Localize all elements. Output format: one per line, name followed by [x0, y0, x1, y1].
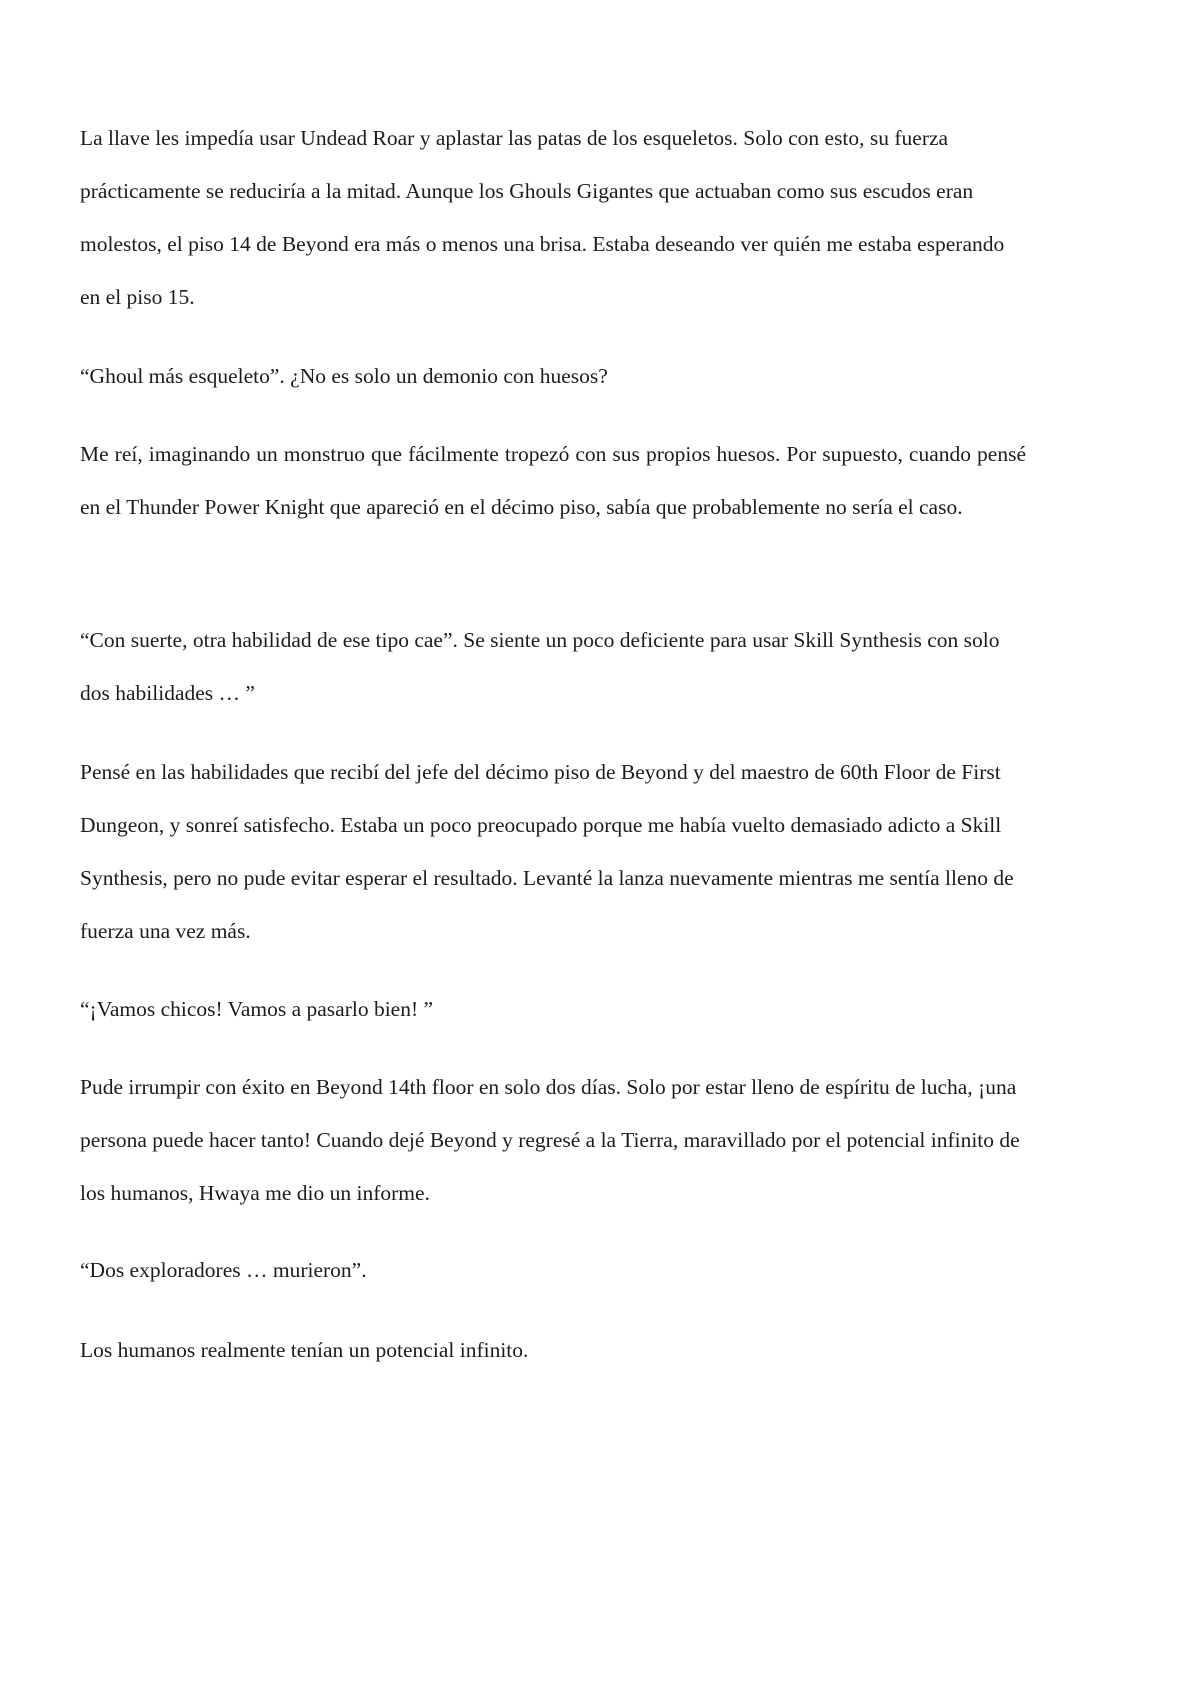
paragraph-8: “Dos exploradores … murieron”.: [80, 1258, 367, 1282]
paragraph-5: Pensé en las habilidades que recibí del jefe del décimo piso de Beyond y del maestro de 60th Floor de First Dungeon, y sonreí satisfecho. Estaba un poco preocupado porque me había vuelto demasiado adicto a Skill Synthesis, pero no pude evitar esperar el resultado. Levanté la lanza nuevamente mientras me sentía lleno de fuerza una vez más.: [80, 760, 1014, 943]
paragraph-1: La llave les impedía usar Undead Roar y aplastar las patas de los esqueletos. Solo con esto, su fuerza prácticamente se reduciría a la mitad. Aunque los Ghouls Gigantes que actuaban como sus escudos eran molestos, el piso 14 de Beyond era más o menos una brisa. Estaba deseando ver quién me estaba esperando en el piso 15.: [80, 126, 1005, 309]
paragraph-6: “¡Vamos chicos! Vamos a pasarlo bien! ”: [80, 997, 434, 1021]
paragraph-3: Me reí, imaginando un monstruo que fácilmente tropezó con sus propios huesos. Por supuesto, cuando pensé en el Thunder Power Knight que apareció en el décimo piso, sabía que probablemente no sería el caso.: [80, 442, 1026, 519]
paragraph-2: “Ghoul más esqueleto”. ¿No es solo un demonio con huesos?: [80, 364, 608, 388]
paragraph-9: Los humanos realmente tenían un potencial infinito.: [80, 1338, 529, 1362]
paragraph-7: Pude irrumpir con éxito en Beyond 14th floor en solo dos días. Solo por estar lleno de espíritu de lucha, ¡una persona puede hacer tanto! Cuando dejé Beyond y regresé a la Tierra, maravillado por el potencial infinito de los humanos, Hwaya me dio un informe.: [80, 1075, 1020, 1205]
paragraph-4: “Con suerte, otra habilidad de ese tipo cae”. Se siente un poco deficiente para usar Skill Synthesis con solo dos habilidades … ”: [80, 628, 1000, 705]
